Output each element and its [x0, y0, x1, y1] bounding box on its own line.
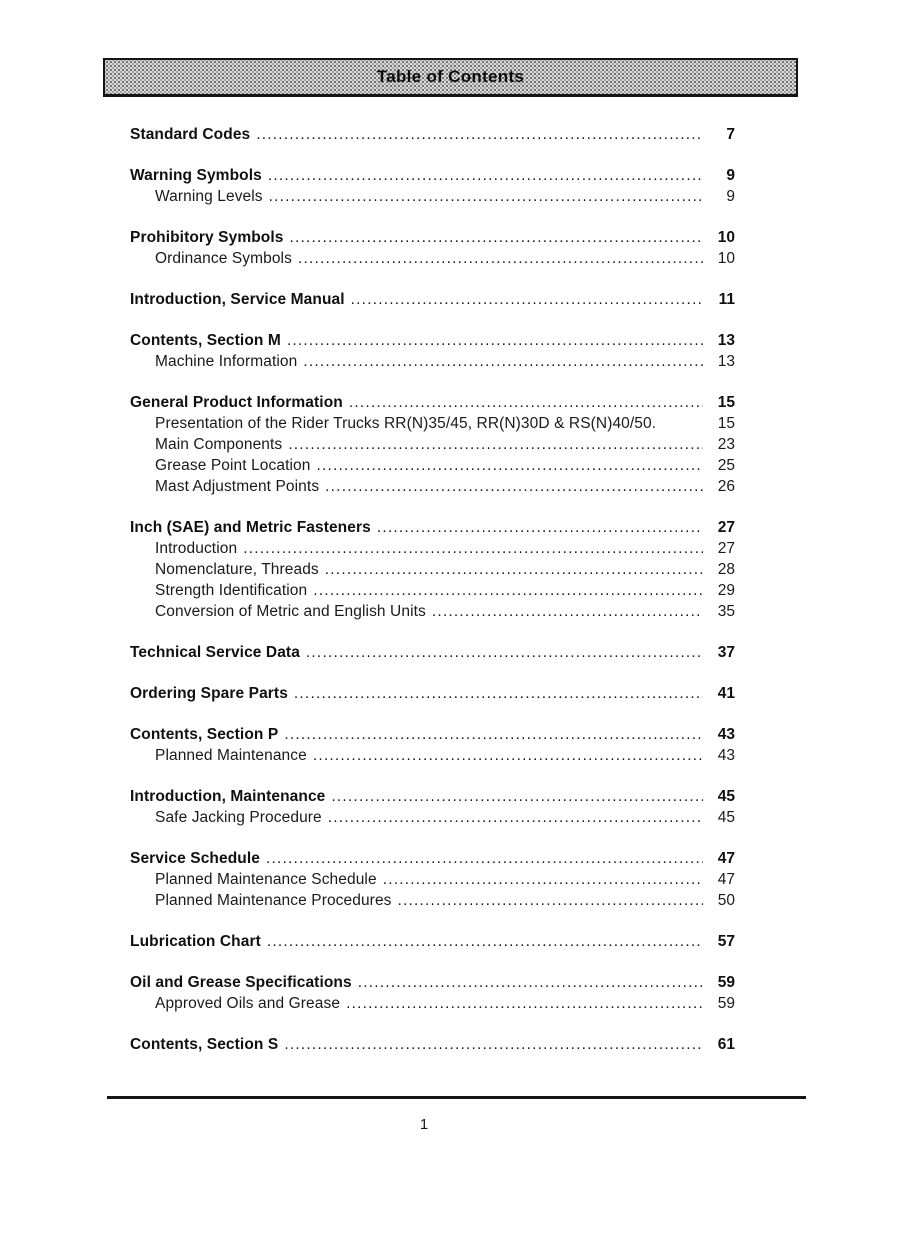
- toc-entry-label: General Product Information: [130, 394, 343, 411]
- dot-leader: [432, 601, 703, 622]
- toc-entry: [130, 786, 735, 807]
- toc-entry: [130, 559, 735, 580]
- toc-entry-page: 45: [717, 809, 735, 826]
- toc-entry: [130, 538, 735, 559]
- toc-entry-page: 7: [726, 126, 735, 143]
- dot-leader: [328, 807, 703, 828]
- toc-entry-label: Contents, Section M: [130, 332, 281, 349]
- toc-entry-label: Introduction: [155, 540, 238, 557]
- toc-entry-page: 25: [717, 457, 735, 474]
- toc-group: [130, 1034, 735, 1055]
- toc-entry-page: 15: [717, 415, 735, 432]
- toc-entry: [130, 745, 735, 766]
- toc-entry-label: Lubrication Chart: [130, 933, 261, 950]
- toc-entry-label: Technical Service Data: [130, 644, 300, 661]
- toc-entry-page: 15: [717, 394, 735, 411]
- dot-leader: [349, 392, 703, 413]
- toc-entry: [130, 869, 735, 890]
- toc-entry: [130, 993, 735, 1014]
- toc-entry-label: Planned Maintenance Schedule: [155, 871, 377, 888]
- toc-entry-page: 23: [717, 436, 735, 453]
- dot-leader: [325, 476, 703, 497]
- toc-entry-page: 61: [717, 1036, 735, 1053]
- toc-group: [130, 227, 735, 269]
- toc-entry-label: Warning Levels: [155, 188, 263, 205]
- toc-entry-label: Oil and Grease Specifications: [130, 974, 352, 991]
- toc-entry: [130, 476, 735, 497]
- dot-leader: [303, 351, 703, 372]
- dot-leader: [287, 330, 703, 351]
- toc-entry-label: Planned Maintenance: [155, 747, 307, 764]
- toc-entry: [130, 434, 735, 455]
- toc-entry-label: Planned Maintenance Procedures: [155, 892, 392, 909]
- toc-entry: [130, 642, 735, 663]
- dot-leader: [269, 186, 703, 207]
- toc-header-bar: [103, 58, 798, 97]
- toc-entry: [130, 972, 735, 993]
- toc-entry-label: Contents, Section S: [130, 1036, 279, 1053]
- dot-leader: [383, 869, 703, 890]
- dot-leader: [294, 683, 703, 704]
- dot-leader: [298, 248, 703, 269]
- toc-group: [130, 931, 735, 952]
- toc-entry-page: 9: [726, 188, 735, 205]
- toc-list: [130, 124, 735, 1075]
- toc-entry: [130, 165, 735, 186]
- toc-entry-label: Introduction, Maintenance: [130, 788, 326, 805]
- toc-entry-page: 43: [717, 747, 735, 764]
- toc-entry: [130, 517, 735, 538]
- dot-leader: [313, 580, 703, 601]
- toc-group: [130, 165, 735, 207]
- toc-entry-page: 13: [717, 332, 735, 349]
- toc-group: [130, 392, 735, 497]
- toc-entry: [130, 392, 735, 413]
- toc-entry-page: 10: [717, 229, 735, 246]
- page-title: Table of Contents: [376, 67, 525, 86]
- toc-group: [130, 848, 735, 911]
- toc-entry-label: Approved Oils and Grease: [155, 995, 341, 1012]
- toc-entry-label: Machine Information: [155, 353, 298, 370]
- toc-entry: [130, 455, 735, 476]
- toc-entry-page: 29: [717, 582, 735, 599]
- toc-entry: [130, 890, 735, 911]
- dot-leader: [325, 559, 703, 580]
- toc-entry-label: Conversion of Metric and English Units: [155, 603, 426, 620]
- toc-entry: [130, 931, 735, 952]
- toc-entry-page: 27: [717, 540, 735, 557]
- toc-entry-page: 28: [717, 561, 735, 578]
- toc-entry-page: 9: [726, 167, 735, 184]
- toc-entry-label: Mast Adjustment Points: [155, 478, 320, 495]
- toc-group: [130, 642, 735, 663]
- toc-entry: [130, 413, 735, 434]
- dot-leader: [267, 931, 703, 952]
- dot-leader: [284, 1034, 703, 1055]
- toc-entry: [130, 289, 735, 310]
- toc-entry-label: Introduction, Service Manual: [130, 291, 345, 308]
- toc-group: [130, 124, 735, 145]
- toc-entry-page: 59: [717, 974, 735, 991]
- toc-group: [130, 517, 735, 622]
- toc-entry: [130, 227, 735, 248]
- toc-entry: [130, 807, 735, 828]
- footer-rule: [107, 1096, 806, 1099]
- toc-entry-page: 10: [717, 250, 735, 267]
- dot-leader: [288, 434, 703, 455]
- toc-entry-label: Strength Identification: [155, 582, 308, 599]
- toc-entry-label: Ordinance Symbols: [155, 250, 292, 267]
- toc-entry: [130, 601, 735, 622]
- toc-entry: [130, 330, 735, 351]
- toc-entry-page: 27: [717, 519, 735, 536]
- toc-entry: [130, 580, 735, 601]
- toc-group: [130, 724, 735, 766]
- toc-entry-page: 57: [717, 933, 735, 950]
- toc-entry-page: 50: [717, 892, 735, 909]
- dot-leader: [284, 724, 703, 745]
- toc-entry-label: Warning Symbols: [130, 167, 262, 184]
- toc-entry: [130, 248, 735, 269]
- toc-entry-page: 26: [717, 478, 735, 495]
- toc-entry-label: Main Components: [155, 436, 283, 453]
- toc-entry-page: 37: [717, 644, 735, 661]
- toc-entry: [130, 848, 735, 869]
- toc-group: [130, 972, 735, 1014]
- dot-leader: [398, 890, 703, 911]
- toc-entry: [130, 351, 735, 372]
- toc-group: [130, 330, 735, 372]
- toc-entry-label: Nomenclature, Threads: [155, 561, 319, 578]
- dot-leader: [313, 745, 703, 766]
- toc-entry-label: Standard Codes: [130, 126, 251, 143]
- toc-group: [130, 786, 735, 828]
- toc-entry-page: 43: [717, 726, 735, 743]
- toc-entry-page: 45: [717, 788, 735, 805]
- toc-entry-page: 59: [717, 995, 735, 1012]
- dot-leader: [289, 227, 703, 248]
- toc-entry: [130, 124, 735, 145]
- toc-entry-label: Service Schedule: [130, 850, 260, 867]
- dot-leader: [243, 538, 703, 559]
- toc-entry: [130, 683, 735, 704]
- toc-entry: [130, 186, 735, 207]
- toc-entry: [130, 724, 735, 745]
- toc-entry-page: 47: [717, 871, 735, 888]
- toc-entry-page: 13: [717, 353, 735, 370]
- toc-entry-label: Contents, Section P: [130, 726, 279, 743]
- toc-entry-label: Inch (SAE) and Metric Fasteners: [130, 519, 371, 536]
- toc-entry-page: 47: [717, 850, 735, 867]
- toc-entry-page: 35: [717, 603, 735, 620]
- dot-leader: [306, 642, 703, 663]
- dot-leader: [351, 289, 703, 310]
- footer-page-number: 1: [419, 1116, 429, 1133]
- dot-leader: [316, 455, 703, 476]
- dot-leader: [377, 517, 703, 538]
- dot-leader: [331, 786, 703, 807]
- dot-leader: [346, 993, 703, 1014]
- toc-entry-label: Ordering Spare Parts: [130, 685, 288, 702]
- toc-entry-label: Grease Point Location: [155, 457, 311, 474]
- toc-entry-label: Safe Jacking Procedure: [155, 809, 322, 826]
- dot-leader: [358, 972, 703, 993]
- dot-leader: [256, 124, 703, 145]
- toc-entry-page: 11: [718, 291, 735, 308]
- dot-leader: [268, 165, 703, 186]
- toc-entry-label: Presentation of the Rider Trucks RR(N)35/45, RR(N)30D & RS(N)40/50.: [155, 415, 657, 432]
- toc-entry-label: Prohibitory Symbols: [130, 229, 284, 246]
- toc-group: [130, 289, 735, 310]
- toc-entry-page: 41: [717, 685, 735, 702]
- toc-group: [130, 683, 735, 704]
- dot-leader: [266, 848, 703, 869]
- toc-entry: [130, 1034, 735, 1055]
